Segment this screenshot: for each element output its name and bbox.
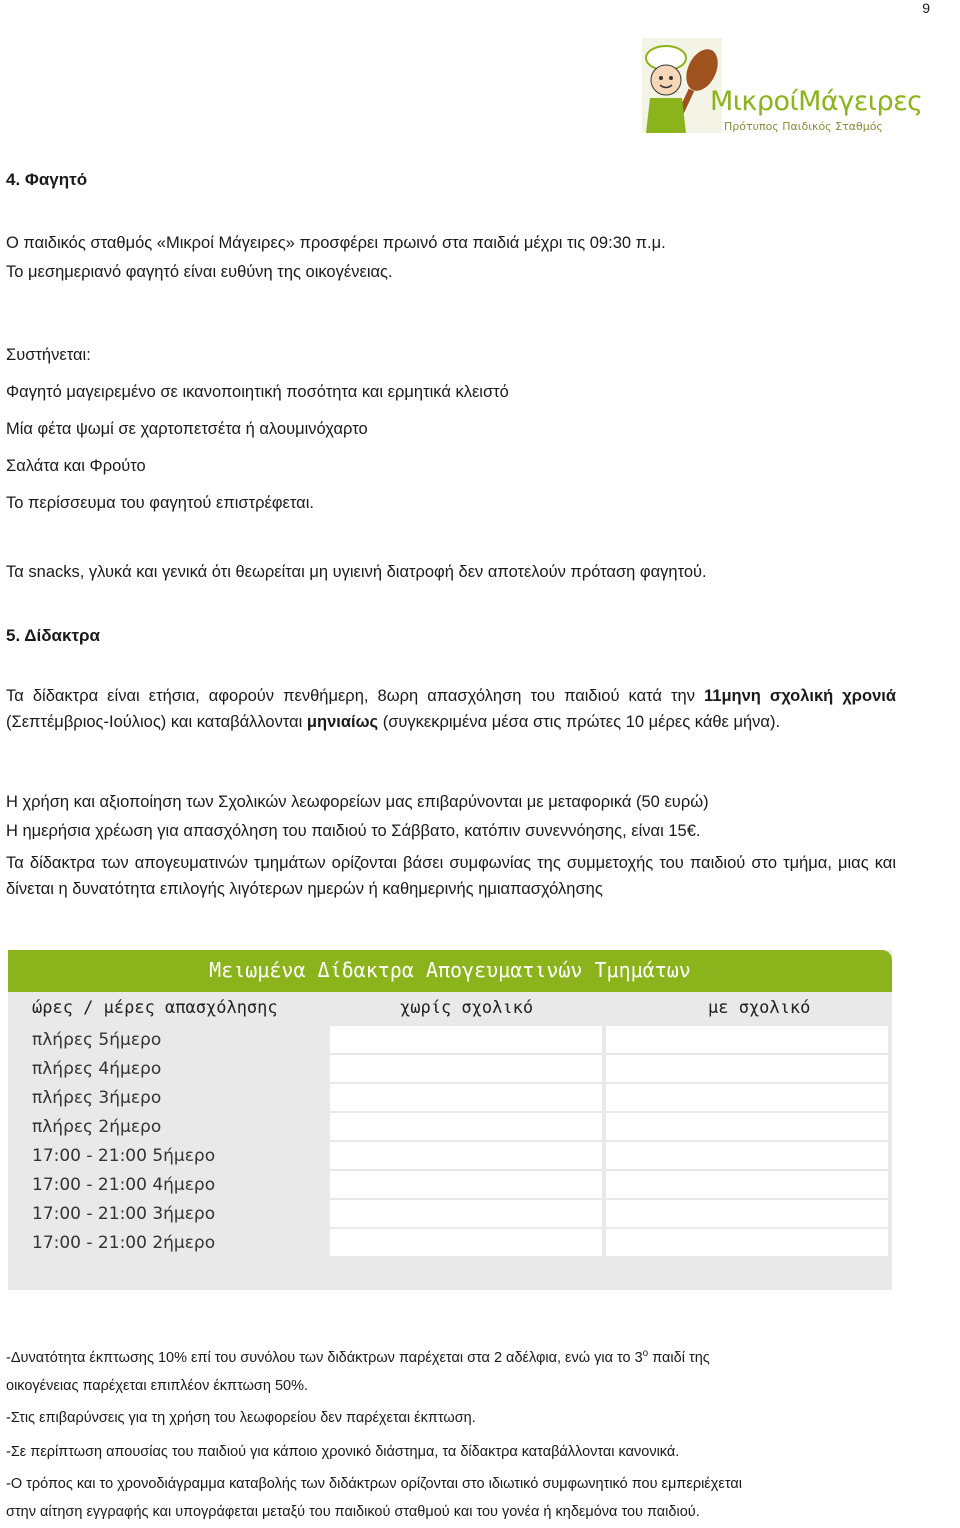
table-cell-with-school [606, 1171, 888, 1198]
table-row-label: 17:00 - 21:00 2ήμερο [32, 1233, 216, 1253]
logo [636, 38, 923, 138]
column-header-with-school: με σχολικό [708, 998, 811, 1018]
table-row-label: 17:00 - 21:00 3ήμερο [32, 1204, 216, 1224]
table-cell-with-school [606, 1142, 888, 1169]
table-row-label: πλήρες 3ήμερο [32, 1088, 162, 1108]
table-cell-no-school [330, 1142, 602, 1169]
column-header-no-school: χωρίς σχολικό [400, 998, 534, 1018]
table-cell-with-school [606, 1026, 888, 1053]
recommend-item: Σαλάτα και Φρούτο [6, 457, 146, 475]
snacks-note: Τα snacks, γλυκά και γενικά ότι θεωρείται μη υγιεινή διατροφή δεν αποτελούν πρόταση φαγητού. [6, 563, 707, 581]
table-title: Μειωμένα Δίδακτρα Απογευματινών Τμημάτων [209, 958, 691, 982]
table-row-label: 17:00 - 21:00 5ήμερο [32, 1146, 216, 1166]
logo-brand: ΜικροίΜάγειρες [710, 86, 923, 117]
table-cell-no-school [330, 1113, 602, 1140]
table-row-label: πλήρες 5ήμερο [32, 1030, 162, 1050]
table-cell-no-school [330, 1200, 602, 1227]
afternoon-paragraph: Τα δίδακτρα των απογευματινών τμημάτων ορίζονται βάσει συμφωνίας της συμμετοχής του παιδιού στο τμήμα, μιας και δίνεται η δυνατότητα επιλογής λιγότερων ημερών ή καθημερινής ημιαπασχόλησης [6, 854, 896, 898]
table-cell-with-school [606, 1084, 888, 1111]
section-5-heading: 5. Δίδακτρα [6, 626, 101, 645]
table-row-label: 17:00 - 21:00 4ήμερο [32, 1175, 216, 1195]
section-4-heading: 4. Φαγητό [6, 170, 88, 189]
column-header-hours: ώρες / μέρες απασχόλησης [32, 998, 278, 1018]
table-cell-with-school [606, 1113, 888, 1140]
table-row-label: πλήρες 4ήμερο [32, 1059, 162, 1079]
note-bus: -Στις επιβαρύνσεις για τη χρήση του λεωφορείου δεν παρέχεται έκπτωση. [6, 1410, 476, 1426]
lunch-line: Το μεσημεριανό φαγητό είναι ευθύνη της οικογένειας. [6, 263, 393, 281]
table-cell-no-school [330, 1026, 602, 1053]
recommend-item: Το περίσσευμα του φαγητού επιστρέφεται. [6, 494, 314, 512]
note-payment: -Ο τρόπος και το χρονοδιάγραμμα καταβολής των διδάκτρων ορίζονται στο ιδιωτικό συμφωνητικό που εμπεριέχεται [6, 1476, 742, 1492]
note-siblings: -Δυνατότητα έκπτωσης 10% επί του συνόλου των διδάκτρων παρέχεται στα 2 αδέλφια, ενώ για το $3^o$ παιδί της [6, 1348, 710, 1366]
note-siblings-cont: οικογένειας παρέχεται επιπλέον έκπτωση 50%. [6, 1378, 309, 1394]
note-absence: -Σε περίπτωση απουσίας του παιδιού για κάποιο χρονικό διάστημα, τα δίδακτρα καταβάλλονται κανονικά. [6, 1444, 680, 1460]
note-payment-cont: στην αίτηση εγγραφής και υπογράφεται μεταξύ του παιδικού σταθμού και του γονέα ή κηδεμόνα του παιδιού. [6, 1504, 700, 1520]
recommend-item: Φαγητό μαγειρεμένο σε ικανοποιητική ποσότητα και ερμητικά κλειστό [6, 383, 509, 401]
breakfast-line: Ο παιδικός σταθμός «Μικροί Μάγειρες» προσφέρει πρωινό στα παιδιά μέχρι τις 09:30 π.μ. [6, 234, 666, 252]
saturday-line: Η ημερήσια χρέωση για απασχόληση του παιδιού το Σάββατο, κατόπιν συνεννόησης, είναι 15€. [6, 822, 701, 840]
table-cell-no-school [330, 1171, 602, 1198]
table-cell-no-school [330, 1084, 602, 1111]
fees-paragraph: Τα δίδακτρα είναι ετήσια, αφορούν πενθήμερη, 8ωρη απασχόληση του παιδιού κατά την 11μηνη σχολική χρονιά (Σεπτέμβριος-Ιούλιος) και καταβάλλονται μηνιαίως (συγκεκριμένα μέσα στις πρώτες 10 μέρες κάθε μήνα). [6, 687, 896, 731]
logo-subtitle: Πρότυπος Παιδικός Σταθμός [724, 120, 883, 133]
bus-line: Η χρήση και αξιοποίηση των Σχολικών λεωφορείων μας επιβαρύνονται με μεταφορικά (50 ευρώ) [6, 793, 709, 811]
table-cell-with-school [606, 1200, 888, 1227]
table-cell-with-school [606, 1055, 888, 1082]
table-cell-no-school [330, 1055, 602, 1082]
recommend-item: Μία φέτα ψωμί σε χαρτοπετσέτα ή αλουμινόχαρτο [6, 420, 368, 438]
fees-table [8, 950, 892, 1290]
recommend-label: Συστήνεται: [6, 346, 91, 364]
table-cell-no-school [330, 1229, 602, 1256]
page-number: 9 [922, 0, 930, 16]
table-row-label: πλήρες 2ήμερο [32, 1117, 162, 1137]
table-cell-with-school [606, 1229, 888, 1256]
